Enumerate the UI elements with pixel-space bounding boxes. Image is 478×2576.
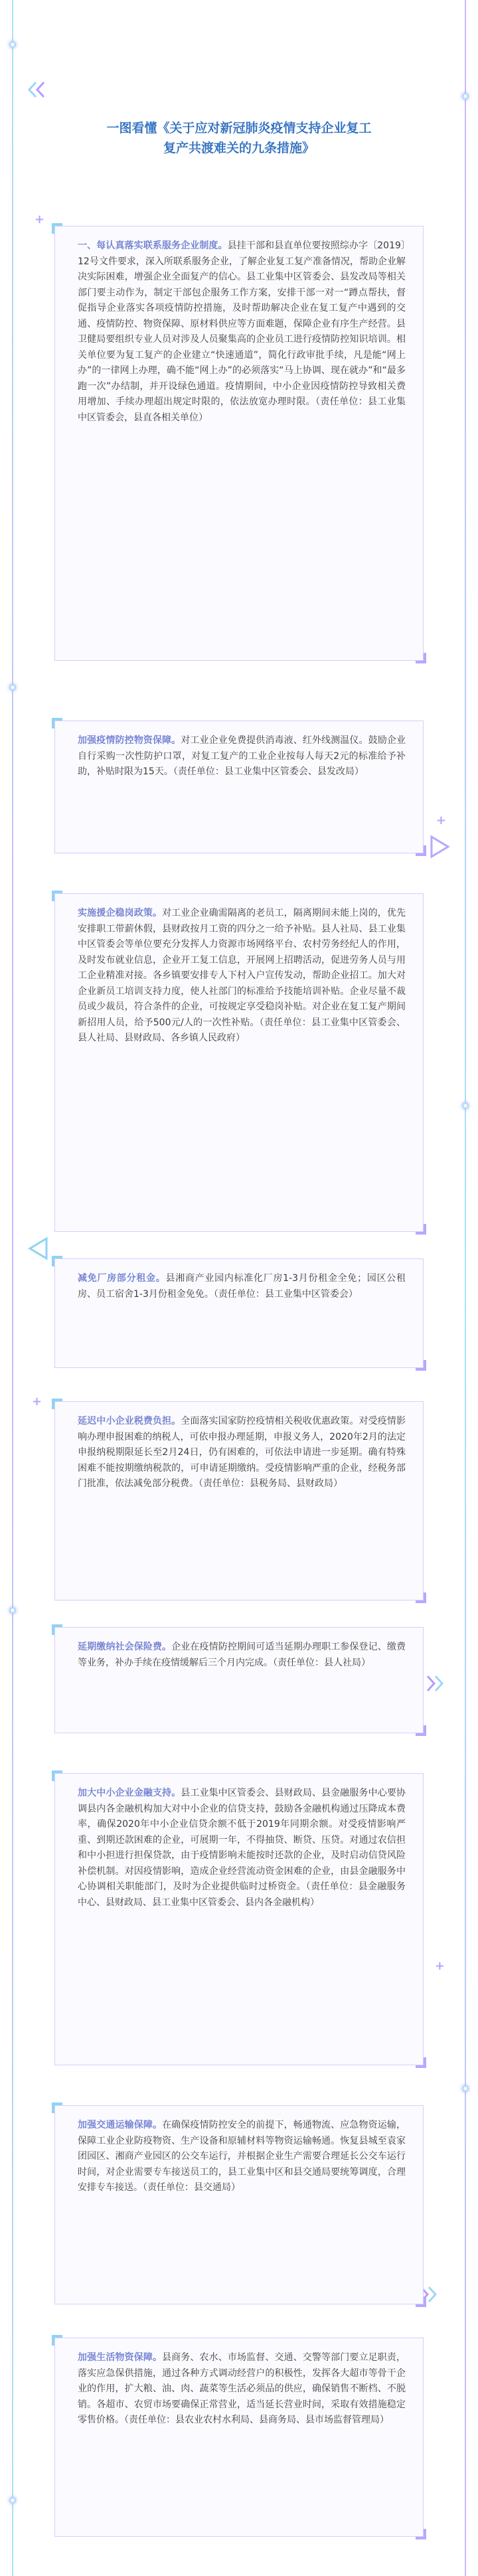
measure-card-8 [54, 2105, 424, 2304]
measure-card-6 [54, 1627, 424, 1733]
card-corner-decoration [416, 845, 426, 856]
measure-responsible-units: （责任单位：县税务局、县财政局） [199, 1478, 343, 1489]
measure-heading: 延迟中小企业税费负担。 [78, 1416, 181, 1426]
measure-heading: 实施援企稳岗政策。 [78, 908, 163, 918]
card-corner-decoration [416, 1725, 426, 1736]
measure-body: 县工业集中区管委会、县财政局、县金融服务中心要协调县内各金融机构加大对中小企业的信贷支持，鼓励各金融机构通过压降成本费率，确保2020年中小企业信贷余额不低于2019年同期余额。对受疫情影响严重、到期还款困难的企业，可展期一年，不得抽贷、断贷、压贷。对通过农信担和中小担进行担保贷款，由于疫情影响未能按时还款的企业，及时启动信贷风险补偿机制。对因疫情影响，造成企业经营流动资金困难的企业，由县金融服务中心协调相关职能部门，及时为企业提供临时过桥资金。 [78, 1788, 406, 1892]
measure-body: 县湘商产业园内标准化厂房1-3月份租金全免；园区公租房、员工宿舍1-3月份租金免免。 [78, 1273, 406, 1300]
measure-card-7 [54, 1773, 424, 2065]
card-corner-decoration [52, 718, 62, 729]
measure-card-9 [54, 2338, 424, 2537]
measure-body: 县商务、农水、市场监督、交通、交警等部门要立足职责，落实应急保供措施，通过各种方式调动经营户的积极性，发挥各大超市等骨干企业的作用，扩大粮、油、肉、蔬菜等生活必须品的供应，确保销售不断档、不脱销。各超市、农贸市场要确保正常营业，适当延长营业时间，采取有效措施稳定零售价格。 [78, 2352, 406, 2425]
card-corner-decoration [52, 1399, 62, 1409]
triangle-icon [425, 833, 451, 860]
card-corner-decoration [416, 653, 426, 663]
card-corner-decoration [52, 223, 62, 234]
card-corner-decoration [416, 1360, 426, 1371]
measure-body: 对工业企业确需隔离的老员工，隔离期间未能上岗的，优先安排职工带薪休假，县财政按月工资的四分之一给予补贴。县人社局、县工业集中区管委会等单位要充分发挥人力资源市场网络平台、农村劳务经纪人的作用，及时发布就业信息，企业开工复工信息，开展网上招聘活动，促进劳务人员与用工企业精准对接。各乡镇要安排专人下村入户宣传发动，帮助企业招工。加大对企业新员工培训支持力度，使人社部门的标准给予技能培训补贴。企业尽量不裁员或少裁员，符合条件的企业，可按规定享受稳岗补贴。对企业在复工复产期间新招用人员，给予500元/人的一次性补贴。 [78, 908, 406, 1028]
measure-responsible-units: （责任单位：县农业农村水利局、县商务局、县市场监督管理局） [124, 2415, 389, 2425]
measure-responsible-units: （责任单位：县工业集中区管委会） [213, 1288, 358, 1300]
chevron-right-icon [425, 1674, 451, 1693]
decorative-dot-icon [9, 1607, 16, 1614]
measure-heading: 一、每认真落实联系服务企业制度。 [78, 240, 228, 251]
measure-heading: 加强疫情防控物资保障。 [78, 735, 181, 746]
card-corner-decoration [52, 2335, 62, 2346]
card-corner-decoration [416, 2529, 426, 2539]
measure-responsible-units: （责任单位：县交通局） [143, 2182, 240, 2193]
left-decorative-rail [12, 0, 13, 2576]
title-line-1: 一图看懂《关于应对新冠肺炎疫情支持企业复工 [106, 121, 372, 135]
measure-body: 企业在疫情防控期间可适当延期办理职工参保登记、缴费等业务，补办手续在疫情缓解后三个月内完成。 [78, 1642, 406, 1668]
measure-heading: 加大中小企业金融支持。 [78, 1788, 181, 1798]
measure-heading: 减免厂房部分租金。 [78, 1273, 166, 1284]
decorative-dot-icon [462, 1102, 469, 1109]
decorative-dot-icon [462, 2085, 469, 2092]
card-corner-decoration [52, 1770, 62, 1781]
measure-responsible-units: （责任单位：县工业集中区管委会、县发改局） [173, 766, 364, 777]
measure-responsible-units: （责任单位：县人社局） [273, 1657, 370, 1668]
card-corner-decoration [52, 891, 62, 901]
title-line-2: 复产共渡难关的九条措施》 [163, 141, 315, 155]
measure-card-2 [54, 721, 424, 853]
measure-card-5 [54, 1401, 424, 1600]
card-corner-decoration [52, 1256, 62, 1266]
measure-card-4 [54, 1258, 424, 1368]
chevron-left-icon [27, 80, 53, 100]
card-corner-decoration [52, 2103, 62, 2113]
plus-icon: + [434, 1959, 445, 1973]
measure-heading: 加强生活物资保障。 [78, 2352, 163, 2363]
measure-body: 全面落实国家防控疫情相关税收优惠政策。对受疫情影响办理申报困难的纳税人，可依申报办理延期，申报义务人，2020年2月的法定申报纳税期限延长至2月24日，仍有困难的，可依法申请进一步延期。确有特殊困难不能按期缴纳税款的，可申请延期缴纳。受疫情影响严重的企业，经税务部门批准，依法减免部分税费。 [78, 1416, 406, 1489]
page-title [53, 118, 425, 158]
measure-card-1 [54, 226, 424, 661]
card-corner-decoration [416, 2057, 426, 2068]
card-corner-decoration [416, 1224, 426, 1235]
measure-responsible-units: （责任单位：县工业集中区管委会，县直各相关单位） [78, 396, 406, 423]
decorative-dot-icon [462, 93, 469, 100]
measure-body: 在确保疫情防控安全的前提下，畅通物流、应急物资运输，保障工业企业防疫物资、生产设备和原辅材料等物资运输畅通。恢复县城至袁家团园区、湘商产业园区的公交车运行，并根据企业生产需要合理延长公交车运行时间，对企业需要专车接送员工的，县工业集中区和县交通局要统筹调度，合理安排专车接送。 [78, 2120, 406, 2193]
measure-body: 县挂干部和县直单位要按照综办字〔2019〕12号文件要求，深入所联系服务企业，了解企业复工复产准备情况，帮助企业解决实际困难，增强企业全面复产的信心。县工业集中区管委会、县发改局等相关部门要主动作为，制定干部包企服务工作方案，安排干部一对一“蹲点帮扶，督促指导企业落实各项疫情防控措施，及时帮助解决企业在复工复产中遇到的交通、疫情防控、物资保障、原材料供应等方面难题，保障企业有序生产经营。县卫健局要组织专业人员对涉及人员聚集高的企业员工进行疫情防控知识培训。相关单位要为复工复产的企业建立“快速通道”，简化行政审批手续，凡是能“网上办”的一律网上办理，确不能“网上办”的必须落实“马上协调、现在就办”和“最多跑一次”办结制，并开设绿色通道。疫情期间，中小企业因疫情防控导致相关费用增加、手续办理超出规定时限的，依法放宽办理时限。 [78, 240, 406, 407]
decorative-dot-icon [9, 2497, 16, 2504]
measure-card-3 [54, 893, 424, 1232]
card-corner-decoration [52, 1624, 62, 1635]
measure-responsible-units: （责任单位：县金融服务中心、县财政局、县工业集中区管委会、县内各金融机构） [78, 1881, 406, 1908]
measure-body: 对工业企业免费提供消毒液、红外线测温仪。鼓励企业自行采购一次性防护口罩，对复工复产的工业企业按每人每天2元的标准给予补助，补贴时限为15天。 [78, 735, 406, 777]
card-corner-decoration [416, 1592, 426, 1603]
measure-heading: 加强交通运输保障。 [78, 2120, 163, 2130]
triangle-icon [27, 1235, 53, 1262]
plus-icon: + [32, 1395, 42, 1409]
right-decorative-rail [465, 0, 466, 2576]
measure-heading: 延期缴纳社会保险费。 [78, 1642, 172, 1652]
plus-icon: + [35, 213, 45, 226]
measure-responsible-units: （责任单位：县工业集中区管委会、县人社局、县财政局、各乡镇人民政府） [78, 1017, 406, 1043]
decorative-dot-icon [9, 684, 16, 691]
card-corner-decoration [416, 2296, 426, 2307]
plus-icon: + [436, 814, 446, 827]
decorative-dot-icon [9, 41, 16, 48]
